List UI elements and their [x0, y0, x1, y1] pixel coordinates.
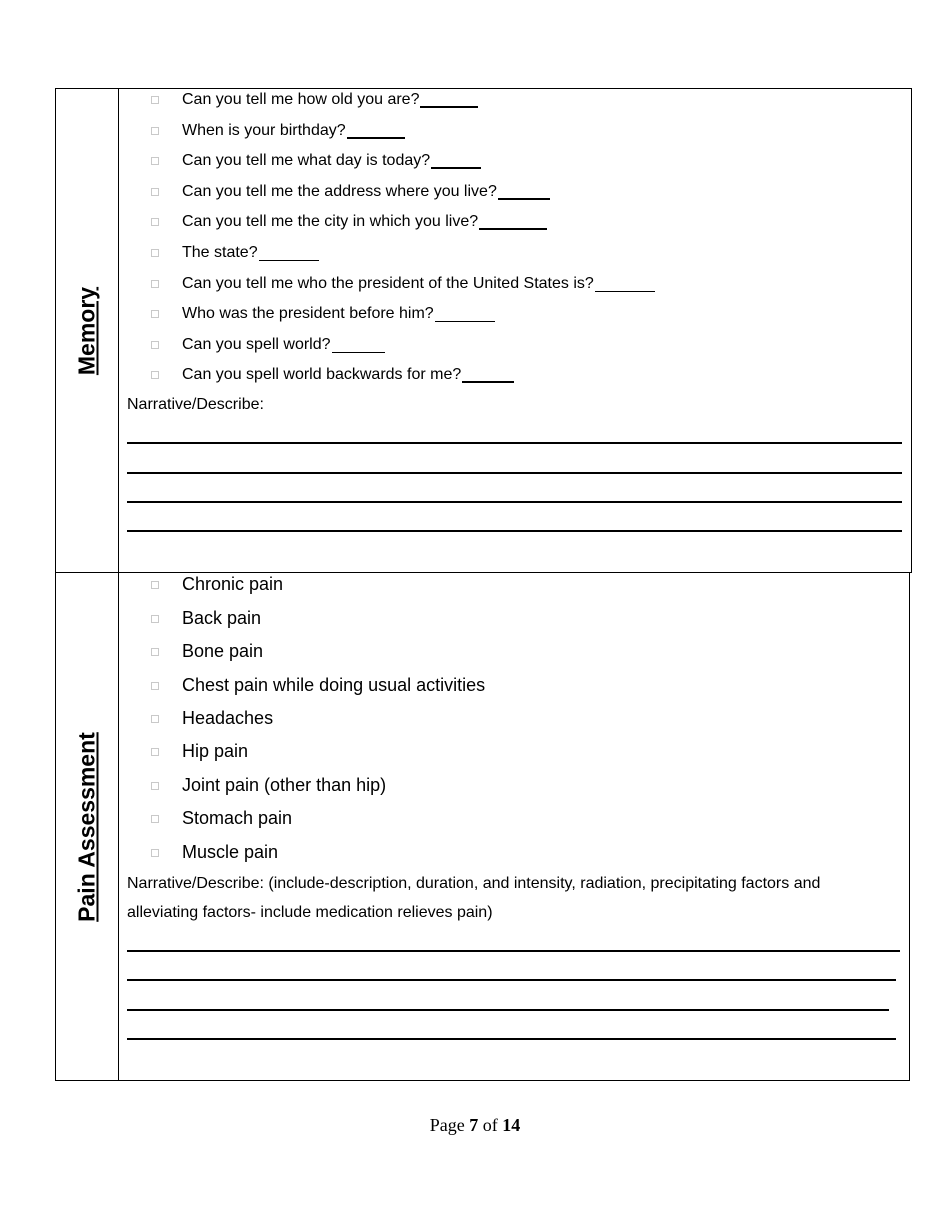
- checkbox[interactable]: [151, 715, 159, 723]
- checkbox[interactable]: [151, 815, 159, 823]
- pain-text: Hip pain: [182, 741, 249, 761]
- total-pages: 14: [502, 1115, 521, 1135]
- pain-side-panel: [56, 573, 119, 1080]
- memory-item: [151, 275, 655, 293]
- pain-text: Muscle pain: [182, 842, 279, 862]
- answer-blank[interactable]: [332, 338, 385, 353]
- narrative-line[interactable]: [127, 501, 902, 503]
- pain-item: [151, 708, 273, 729]
- checkbox[interactable]: [151, 249, 159, 257]
- memory-item: [151, 91, 478, 109]
- question-text: Can you spell world?: [182, 336, 331, 353]
- page-footer: [0, 1115, 950, 1136]
- checkbox[interactable]: [151, 218, 159, 226]
- answer-blank[interactable]: [347, 123, 405, 139]
- question-text: When is your birthday?: [182, 122, 346, 139]
- question-text: Who was the president before him?: [182, 305, 434, 322]
- pain-item: [151, 574, 283, 595]
- memory-side-panel: [56, 89, 119, 572]
- pain-section-title: Pain Assessment: [73, 731, 100, 922]
- page-prefix: Page: [429, 1115, 465, 1135]
- checkbox[interactable]: [151, 280, 159, 288]
- question-text: Can you tell me the address where you live?: [182, 183, 497, 200]
- narrative-label: Narrative/Describe:: [127, 396, 264, 413]
- question-text: The state?: [182, 244, 258, 261]
- checkbox[interactable]: [151, 157, 159, 165]
- narrative-line[interactable]: [127, 979, 896, 981]
- checkbox[interactable]: [151, 127, 159, 135]
- checkbox[interactable]: [151, 782, 159, 790]
- checkbox[interactable]: [151, 310, 159, 318]
- pain-text: Headaches: [182, 708, 274, 728]
- answer-blank[interactable]: [462, 367, 514, 383]
- pain-text: Back pain: [182, 608, 262, 628]
- memory-content: [119, 89, 911, 572]
- narrative-line[interactable]: [127, 1038, 896, 1040]
- narrative-line[interactable]: [127, 530, 902, 532]
- pain-item: [151, 808, 292, 829]
- checkbox[interactable]: [151, 648, 159, 656]
- memory-section: [55, 88, 912, 573]
- narrative-line[interactable]: [127, 950, 900, 952]
- answer-blank[interactable]: [435, 307, 495, 322]
- answer-blank[interactable]: [498, 184, 550, 200]
- memory-item: [151, 183, 550, 201]
- answer-blank[interactable]: [420, 92, 478, 108]
- pain-text: Stomach pain: [182, 808, 293, 828]
- question-text: Can you tell me who the president of the United States is?: [182, 275, 594, 292]
- pain-item: [151, 775, 386, 796]
- memory-item: [151, 244, 319, 262]
- memory-item: [151, 305, 495, 323]
- pain-item: [151, 842, 278, 863]
- narrative-label: Narrative/Describe: (include-description, duration, and intensity, radiation, precipitating factors and alleviating factors- include medication relieves pain): [127, 875, 821, 921]
- narrative-line[interactable]: [127, 1009, 889, 1011]
- memory-item: [151, 366, 514, 384]
- checkbox[interactable]: [151, 96, 159, 104]
- pain-assessment-section: [55, 572, 910, 1081]
- memory-section-title: Memory: [73, 286, 100, 375]
- pain-item: [151, 608, 261, 629]
- checkbox[interactable]: [151, 188, 159, 196]
- checkbox[interactable]: [151, 341, 159, 349]
- question-text: Can you tell me the city in which you live?: [182, 213, 479, 230]
- pain-text: Chest pain while doing usual activities: [182, 675, 486, 695]
- narrative-line[interactable]: [127, 442, 902, 444]
- pain-item: [151, 641, 263, 662]
- answer-blank[interactable]: [595, 277, 655, 292]
- pain-item: [151, 675, 485, 696]
- question-text: Can you tell me how old you are?: [182, 91, 420, 108]
- checkbox[interactable]: [151, 371, 159, 379]
- answer-blank[interactable]: [479, 214, 547, 230]
- page-of: of: [482, 1115, 498, 1135]
- checkbox[interactable]: [151, 615, 159, 623]
- question-text: Can you spell world backwards for me?: [182, 366, 462, 383]
- pain-text: Bone pain: [182, 641, 264, 661]
- checkbox[interactable]: [151, 748, 159, 756]
- checkbox[interactable]: [151, 682, 159, 690]
- current-page-number: 7: [469, 1115, 479, 1135]
- question-text: Can you tell me what day is today?: [182, 152, 431, 169]
- pain-item: [151, 741, 248, 762]
- pain-text: Chronic pain: [182, 574, 284, 594]
- memory-item: [151, 213, 547, 231]
- memory-item: [151, 336, 385, 354]
- checkbox[interactable]: [151, 581, 159, 589]
- memory-item: [151, 122, 405, 140]
- pain-content: [119, 573, 909, 1080]
- answer-blank[interactable]: [259, 246, 319, 261]
- memory-item: [151, 152, 481, 170]
- pain-text: Joint pain (other than hip): [182, 775, 387, 795]
- answer-blank[interactable]: [431, 153, 481, 169]
- narrative-line[interactable]: [127, 472, 902, 474]
- checkbox[interactable]: [151, 849, 159, 857]
